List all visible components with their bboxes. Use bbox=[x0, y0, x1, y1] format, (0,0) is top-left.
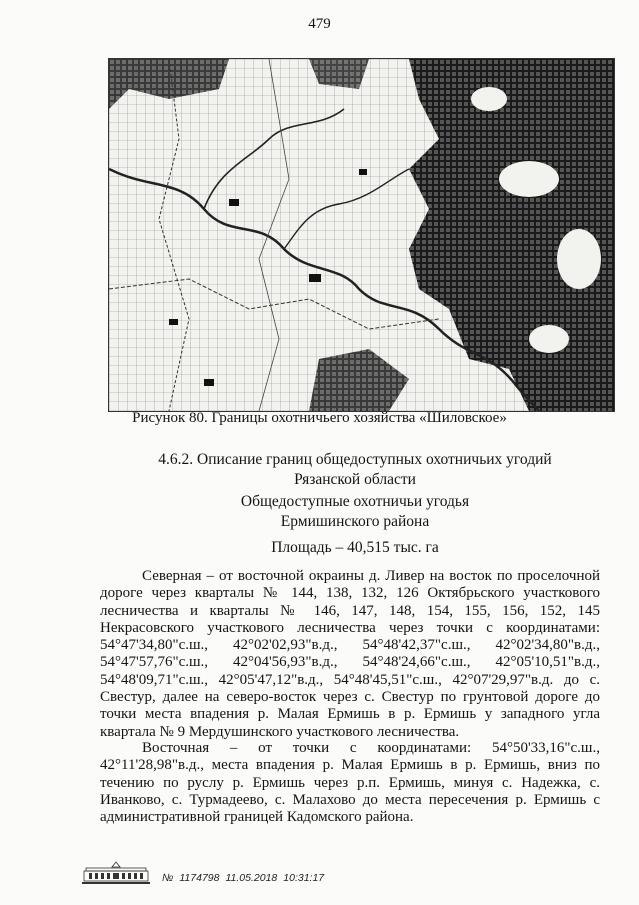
section-heading-line-2: Рязанской области bbox=[294, 471, 416, 488]
document-date: 11.05.2018 bbox=[225, 872, 278, 884]
figure-caption: Рисунок 80. Границы охотничьего хозяйства «Шиловское» bbox=[132, 410, 507, 426]
area-heading: Площадь – 40,515 тыс. га bbox=[271, 539, 439, 556]
map-drawing bbox=[109, 59, 614, 411]
paragraph-north-boundary: Северная – от восточной окраины д. Ливер на восток по проселочной дороге через кварталы № 144, 138, 132, 126 Октябрьского участкового лесничества и кварталы № 146, 147, 148, 154, 155, 156, 152, 145 Некрасовского участкового лесничества через точки с координатами: 54°47'34,80"с.ш., 42°02'02,93"в.д., 54°48'42,37"с.ш., 42°02'34,80"в.д., 54°47'57,76"с.ш., 42°04'56,93"в.д., 54°48'24,66"с.ш., 42°05'10,51"в.д., 54°48'09,71"с.ш., 42°05'47,12"в.д., 54°48'45,51"с.ш., 42°07'29,97"в.д. до с. Свестур, далее на северо-восток через с. Свестур по грунтовой дороге до точки места впадения р. Малая Ермишь в р. Ермишь у западного угла квартала № 9 Мердушинского участкового лесничества. bbox=[100, 568, 600, 740]
document-footer bbox=[82, 860, 330, 886]
hunting-ground-map bbox=[108, 58, 615, 412]
page-number: 479 bbox=[308, 16, 331, 32]
document-time: 10:31:17 bbox=[283, 872, 325, 884]
subheading-line-1: Общедоступные охотничьи угодья bbox=[240, 493, 470, 510]
document-registration bbox=[162, 872, 330, 886]
section-heading-line-1: 4.6.2. Описание границ общедоступных охотничьих угодий bbox=[158, 451, 552, 468]
section-heading bbox=[120, 450, 590, 490]
number-sign: № bbox=[162, 872, 174, 884]
building-stamp-icon bbox=[82, 860, 150, 886]
document-number: 1174798 bbox=[179, 872, 220, 884]
paragraph-east-boundary: Восточная – от точки с координатами: 54°50'33,16"с.ш., 42°11'28,98"в.д., места впадения р. Малая Ермишь в р. Ермишь, вниз по течению по руслу р. Ермишь через р.п. Ермишь, минуя с. Надежка, с. Иванково, с. Турмадеево, с. Малахово до места пересечения р. Ермишь с административной границей Кадомского района. bbox=[100, 740, 600, 826]
subheading bbox=[120, 492, 590, 532]
subheading-line-2: Ермишинского района bbox=[280, 513, 430, 530]
